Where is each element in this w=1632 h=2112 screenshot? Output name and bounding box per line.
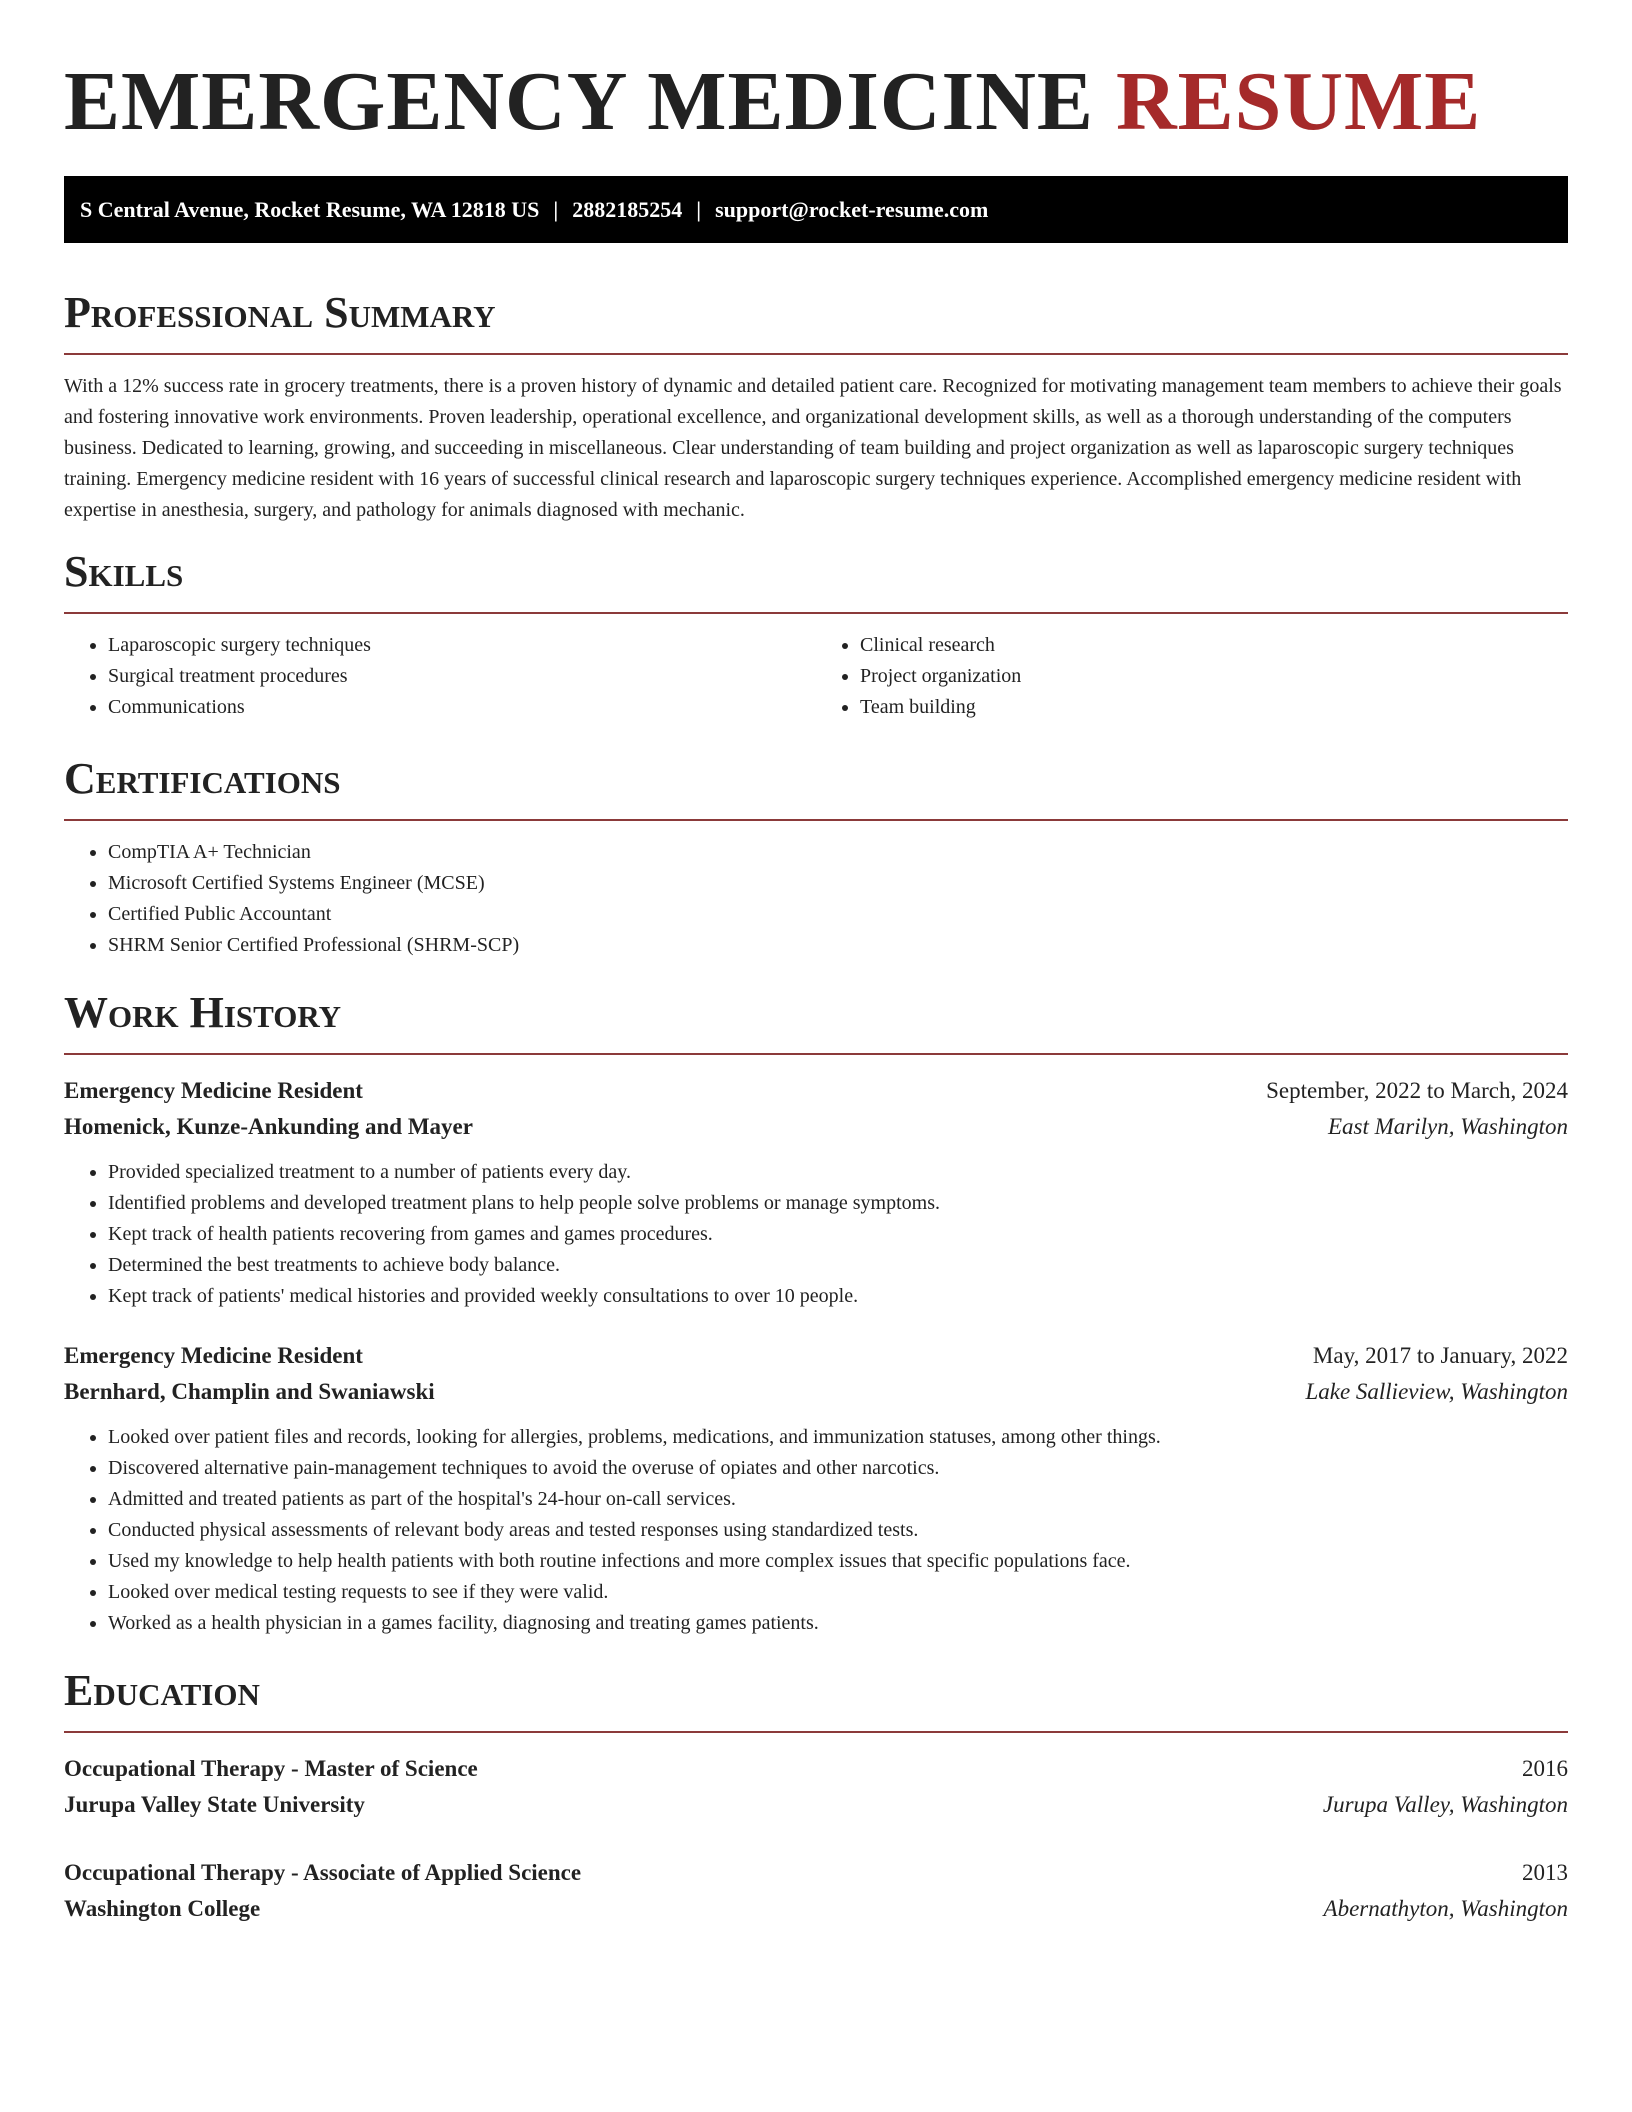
job-duties-list [64,1157,1568,1312]
resume-page [64,0,1568,1927]
certification-item: • Microsoft Certified Systems Engineer (MCSE) [108,868,1568,899]
contact-email: support@rocket-resume.com [715,197,989,222]
education-location: Abernathyton, Washington [1323,1896,1568,1921]
job-duty: • Admitted and treated patients as part of the hospital's 24-hour on-call services. [108,1484,1568,1515]
education-degree-row [64,1751,1568,1787]
education-degree: Occupational Therapy - Associate of Applied Science [64,1860,582,1885]
skill-item: • Surgical treatment procedures [108,661,816,692]
job-duty: • Kept track of patients' medical histories and provided weekly consultations to over 10 people. [108,1281,1568,1312]
contact-phone: 2882185254 [572,197,683,222]
skills-section [64,546,1568,723]
education-school-row [64,1787,1568,1823]
education-heading: Education [64,1666,260,1715]
section-divider [64,612,1568,614]
skill-item: • Clinical research [860,630,1568,661]
job-duty: • Kept track of health patients recovering from games and games procedures. [108,1219,1568,1250]
skill-item: • Communications [108,692,816,723]
job-entry [64,1338,1568,1639]
education-degree: Occupational Therapy - Master of Science [64,1756,478,1781]
job-duty: • Discovered alternative pain-management techniques to avoid the overuse of opiates and other narcotics. [108,1453,1568,1484]
job-duties-list [64,1422,1568,1639]
job-title: Emergency Medicine Resident [64,1078,363,1103]
certification-item: • CompTIA A+ Technician [108,837,1568,868]
job-duty: • Identified problems and developed treatment plans to help people solve problems or manage symptoms. [108,1188,1568,1219]
job-duty: • Worked as a health physician in a games facility, diagnosing and treating games patients. [108,1608,1568,1639]
certifications-list [64,837,1568,961]
certification-item: • SHRM Senior Certified Professional (SHRM-SCP) [108,930,1568,961]
skill-item: • Laparoscopic surgery techniques [108,630,816,661]
education-school: Jurupa Valley State University [64,1792,365,1817]
job-location: Lake Sallieview, Washington [1305,1379,1568,1404]
skills-columns [64,630,1568,723]
job-company-row [64,1109,1568,1145]
job-location: East Marilyn, Washington [1327,1114,1568,1139]
job-header-row [64,1338,1568,1374]
skills-list-left [64,630,816,723]
job-header-row [64,1073,1568,1109]
job-duty: • Determined the best treatments to achieve body balance. [108,1250,1568,1281]
section-divider [64,819,1568,821]
job-dates: September, 2022 to March, 2024 [1266,1078,1568,1103]
contact-separator: | [696,197,702,222]
education-location: Jurupa Valley, Washington [1322,1792,1568,1817]
contact-separator: | [553,197,559,222]
job-company-row [64,1374,1568,1410]
education-school-row [64,1891,1568,1927]
certification-item: • Certified Public Accountant [108,899,1568,930]
job-duty: • Used my knowledge to help health patients with both routine infections and more complex issues that specific populations face. [108,1546,1568,1577]
certifications-heading: Certifications [64,754,341,803]
education-entry [64,1751,1568,1823]
section-divider [64,1731,1568,1733]
work-history-heading: Work History [64,988,342,1037]
skills-list-right [816,630,1568,723]
contact-address: S Central Avenue, Rocket Resume, WA 12818 US [80,197,540,222]
title-accent: RESUME [1115,55,1482,148]
summary-text: With a 12% success rate in grocery treatments, there is a proven history of dynamic and detailed patient care. Recognized for motivating management team members to achieve their goals and fostering innovative work environments. Proven leadership, operational excellence, and organizational development skills, as well as a thorough understanding of the computers business. Dedicated to learning, growing, and succeeding in miscellaneous. Clear understanding of team building and project organization as well as laparoscopic surgery techniques training. Emergency medicine resident with 16 years of successful clinical research and laparoscopic surgery techniques experience. Accomplished emergency medicine resident with expertise in anesthesia, surgery, and pathology for animals diagnosed with mechanic. [64,375,1562,521]
job-duty: • Conducted physical assessments of relevant body areas and tested responses using standardized tests. [108,1515,1568,1546]
job-entry [64,1073,1568,1312]
education-year: 2016 [1522,1756,1568,1781]
job-duty: • Looked over patient files and records, looking for allergies, problems, medications, and immunization statuses, among other things. [108,1422,1568,1453]
education-year: 2013 [1522,1860,1568,1885]
education-section [64,1665,1568,1927]
section-divider [64,353,1568,355]
contact-bar [64,176,1568,243]
certifications-section [64,753,1568,961]
section-divider [64,1053,1568,1055]
job-duty: • Provided specialized treatment to a number of patients every day. [108,1157,1568,1188]
summary-heading: Professional Summary [64,288,496,337]
title-main: EMERGENCY MEDICINE [64,55,1094,148]
job-company: Bernhard, Champlin and Swaniawski [64,1379,435,1404]
education-degree-row [64,1855,1568,1891]
education-entry [64,1855,1568,1927]
skill-item: • Team building [860,692,1568,723]
job-dates: May, 2017 to January, 2022 [1312,1343,1568,1368]
job-duty: • Looked over medical testing requests to see if they were valid. [108,1577,1568,1608]
job-title: Emergency Medicine Resident [64,1343,363,1368]
work-history-section [64,987,1568,1639]
resume-title [64,52,1568,152]
education-school: Washington College [64,1896,261,1921]
job-company: Homenick, Kunze-Ankunding and Mayer [64,1114,473,1139]
skill-item: • Project organization [860,661,1568,692]
summary-section [64,287,1568,526]
skills-heading: Skills [64,547,184,596]
